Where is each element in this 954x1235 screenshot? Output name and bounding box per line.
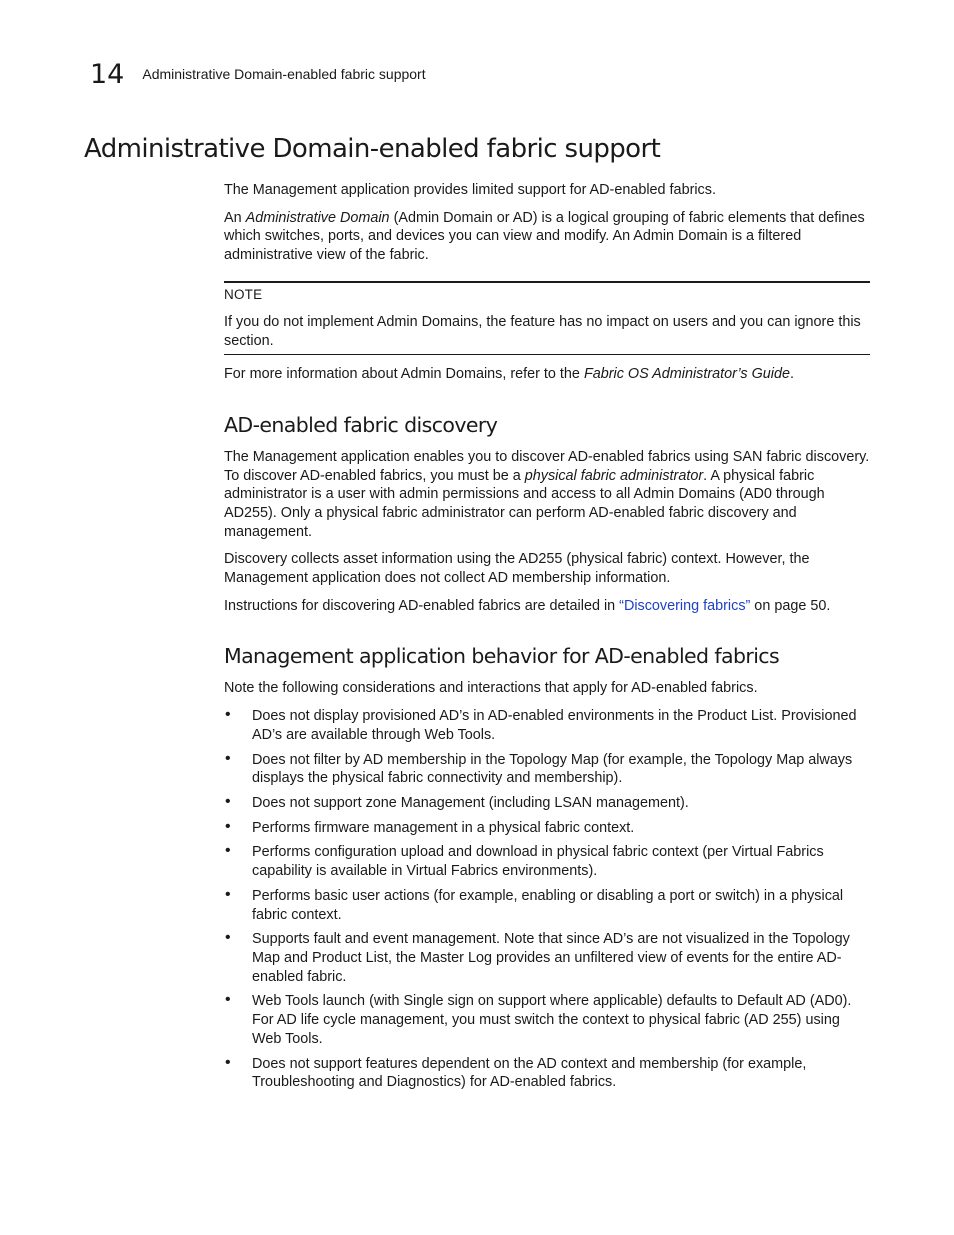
discovery-p1-a: The Management application enables you to discover AD-enabled fabrics using SAN fabric discovery. To discover AD-enabled fabrics, you must be a (224, 448, 870, 484)
more-info-suffix: . (790, 366, 795, 383)
list-item: • Supports fault and event management. Note that since AD’s are not visualized in the Topology Map and Product List, the Master Log provides an unfiltered view of events for the entire AD-enabled fabric. (224, 930, 870, 986)
discovery-term: physical fabric administrator (524, 467, 704, 484)
list-item: • Performs configuration upload and download in physical fabric context (per Virtual Fabrics capability is available in Virtual Fabrics environments). (224, 843, 870, 880)
list-item: • Does not filter by AD membership in the Topology Map (for example, the Topology Map always displays the physical fabric connectivity and membership). (224, 751, 870, 788)
discovery-p3-prefix: Instructions for discovering AD-enabled fabrics are detailed in (224, 597, 620, 614)
chapter-title: Administrative Domain-enabled fabric support (142, 66, 426, 82)
behavior-bullet-list (224, 707, 870, 1092)
page-title: Administrative Domain-enabled fabric support (84, 134, 661, 164)
chapter-number: 14 (90, 58, 125, 90)
page-header (90, 56, 426, 92)
discovery-p1-b: . A physical fabric administrator is a user with admin permissions and access to all Admin Domains (AD0 through AD255). Only a physical fabric administrator can perform AD-enabled fabric discovery and management. (224, 467, 825, 540)
discovery-p3-suffix: on page 50. (750, 597, 831, 614)
main-content (224, 181, 870, 1098)
discovery-paragraph-3 (224, 597, 870, 616)
more-info-paragraph (224, 365, 870, 384)
list-item: • Does not support features dependent on the AD context and membership (for example, Troubleshooting and Diagnostics) for AD-enabled fabrics. (224, 1055, 870, 1092)
definition-paragraph (224, 209, 870, 265)
list-item: • Does not display provisioned AD’s in AD-enabled environments in the Product List. Provisioned AD’s are available through Web Tools. (224, 707, 870, 744)
list-item: • Does not support zone Management (including LSAN management). (224, 794, 870, 813)
behavior-intro: Note the following considerations and interactions that apply for AD-enabled fabrics. (224, 679, 758, 696)
discovery-paragraph-1 (224, 448, 870, 542)
section-heading-behavior: Management application behavior for AD-enabled fabrics (224, 643, 780, 668)
guide-title: Fabric OS Administrator’s Guide (583, 366, 791, 383)
list-item: • Performs firmware management in a physical fabric context. (224, 819, 870, 838)
definition-rest: (Admin Domain or AD) is a logical grouping of fabric elements that defines which switches, ports, and devices you can view and modify. An Admin Domain is a filtered administrative view of the fabric. (224, 209, 865, 264)
discovering-fabrics-link[interactable]: “Discovering fabrics” (619, 597, 751, 614)
definition-prefix: An (224, 209, 246, 226)
list-item: • Web Tools launch (with Single sign on support where applicable) defaults to Default AD (AD0). For AD life cycle management, you must switch the context to physical fabric (AD 255) using Web Tools. (224, 992, 870, 1048)
discovery-paragraph-2: Discovery collects asset information using the AD255 (physical fabric) context. However, the Management application does not collect AD membership information. (224, 551, 810, 587)
intro-paragraph: The Management application provides limited support for AD-enabled fabrics. (224, 182, 716, 198)
more-info-prefix: For more information about Admin Domains, refer to the (224, 366, 584, 383)
section-heading-discovery: AD-enabled fabric discovery (224, 412, 498, 437)
note-box (224, 281, 870, 355)
list-item: • Performs basic user actions (for example, enabling or disabling a port or switch) in a physical fabric context. (224, 887, 870, 924)
definition-term: Administrative Domain (245, 209, 390, 226)
note-label: NOTE (224, 286, 263, 302)
note-text: If you do not implement Admin Domains, the feature has no impact on users and you can ignore this section. (224, 313, 861, 349)
